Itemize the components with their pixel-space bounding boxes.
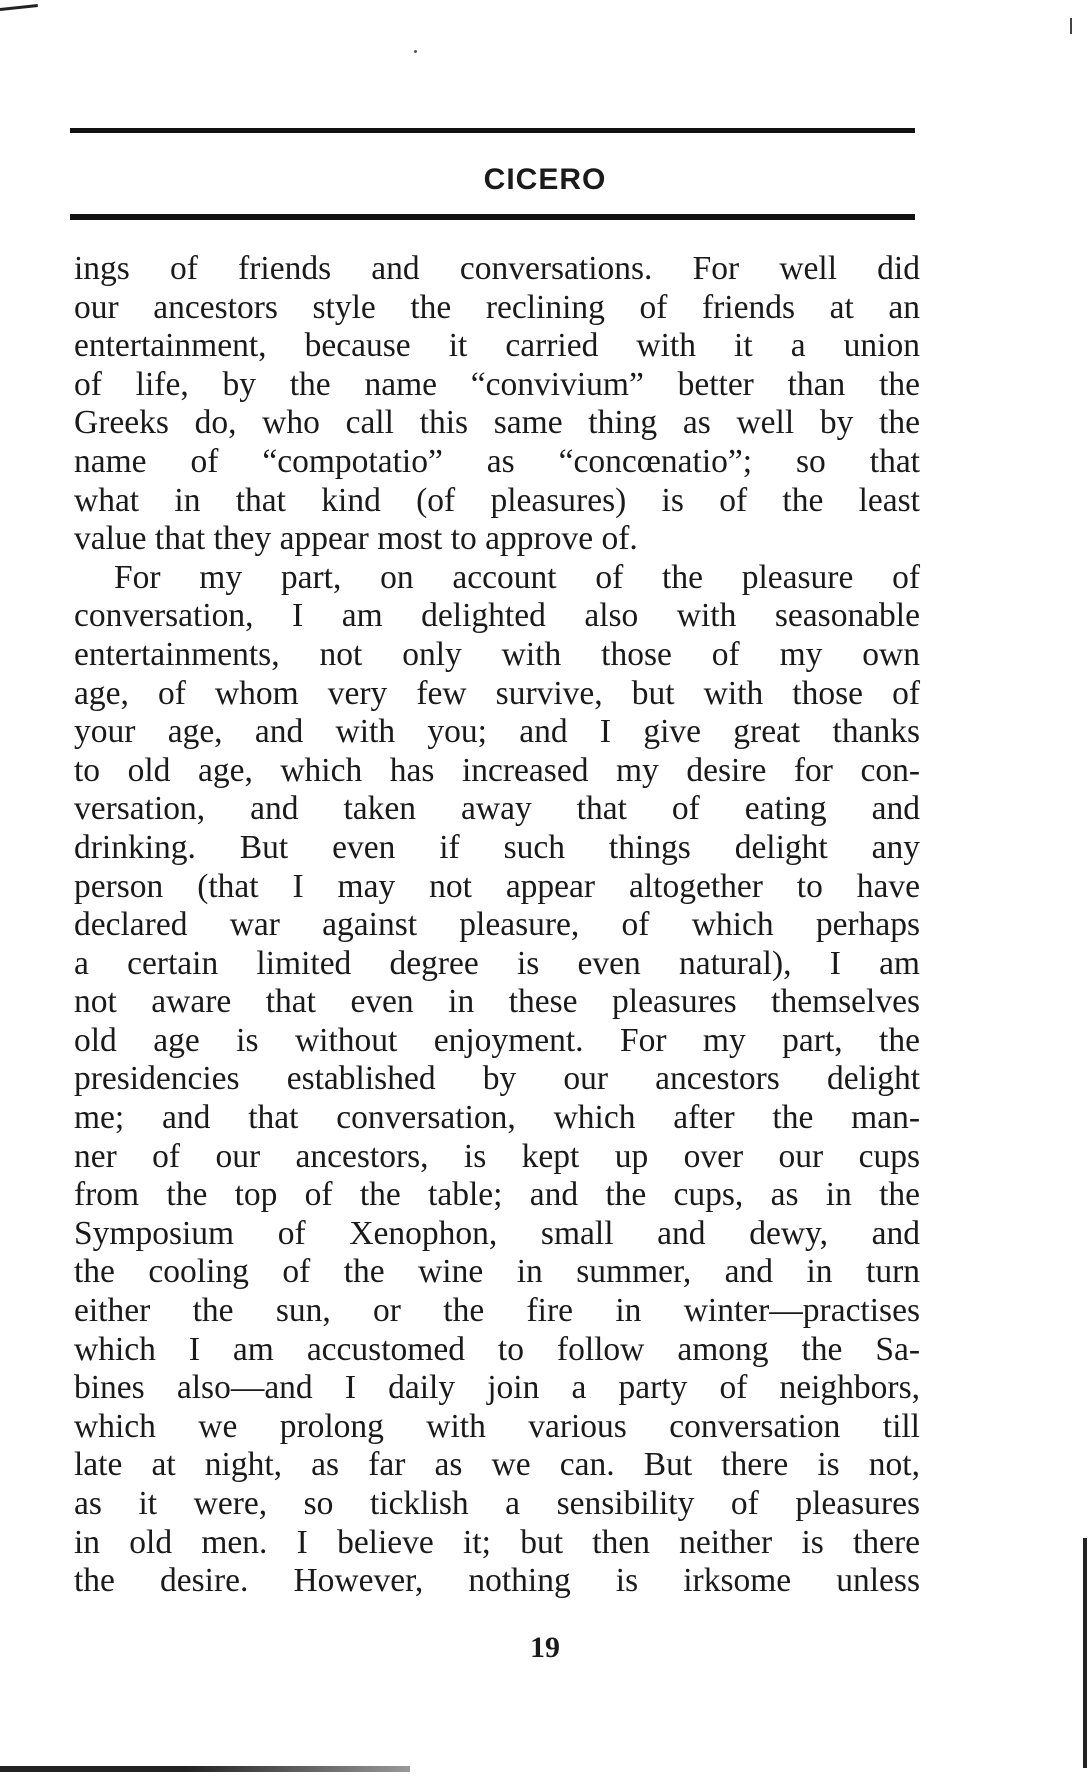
body-text bbox=[74, 250, 920, 1601]
text-line: bines also—and I daily join a party of neighbors, bbox=[74, 1369, 920, 1407]
text-line: presidencies established by our ancestors delight bbox=[74, 1060, 920, 1098]
text-line: ner of our ancestors, is kept up over our cups bbox=[74, 1137, 920, 1175]
text-line: Symposium of Xenophon, small and dewy, and bbox=[74, 1214, 920, 1252]
text-line: from the top of the table; and the cups, as in the bbox=[74, 1176, 920, 1214]
scan-edge-mark bbox=[0, 1766, 410, 1772]
text-line: Greeks do, who call this same thing as well by the bbox=[74, 404, 920, 442]
scan-edge-mark bbox=[1070, 18, 1072, 34]
text-line: the desire. However, nothing is irksome unless bbox=[74, 1562, 920, 1600]
text-line: entertainments, not only with those of my own bbox=[74, 635, 920, 673]
scan-speck bbox=[414, 50, 417, 53]
text-line: person (that I may not appear altogether to have bbox=[74, 867, 920, 905]
text-line: your age, and with you; and I give great thanks bbox=[74, 713, 920, 751]
paragraph bbox=[74, 250, 920, 559]
text-line: name of “compotatio” as “concœnatio”; so that bbox=[74, 442, 920, 480]
text-line: drinking. But even if such things delight any bbox=[74, 828, 920, 866]
scan-edge-mark bbox=[0, 4, 38, 11]
header-rule-bottom bbox=[70, 214, 915, 220]
text-line: For my part, on account of the pleasure of bbox=[114, 558, 920, 596]
text-line: what in that kind (of pleasures) is of the least bbox=[74, 481, 920, 519]
text-line: which we prolong with various conversation till bbox=[74, 1407, 920, 1445]
page-number: 19 bbox=[530, 1631, 560, 1664]
text-line: old age is without enjoyment. For my part, the bbox=[74, 1021, 920, 1059]
text-line: of life, by the name “convivium” better than the bbox=[74, 365, 920, 403]
text-line: to old age, which has increased my desire for con- bbox=[74, 751, 920, 789]
text-line: a certain limited degree is even natural), I am bbox=[74, 944, 920, 982]
text-line: entertainment, because it carried with it a union bbox=[74, 327, 920, 365]
text-line: our ancestors style the reclining of friends at an bbox=[74, 288, 920, 326]
text-line: ings of friends and conversations. For well did bbox=[74, 250, 920, 287]
text-line: age, of whom very few survive, but with those of bbox=[74, 674, 920, 712]
text-line: in old men. I believe it; but then neither is there bbox=[74, 1523, 920, 1561]
text-line: either the sun, or the fire in winter—practises bbox=[74, 1292, 920, 1330]
running-head: CICERO bbox=[483, 163, 607, 196]
text-line: conversation, I am delighted also with seasonable bbox=[74, 597, 920, 635]
paragraph bbox=[74, 559, 920, 1601]
text-line: which I am accustomed to follow among the Sa- bbox=[74, 1330, 920, 1368]
text-line: me; and that conversation, which after the man- bbox=[74, 1099, 920, 1137]
text-line: as it were, so ticklish a sensibility of pleasures bbox=[74, 1485, 920, 1522]
text-line: versation, and taken away that of eating and bbox=[74, 790, 920, 828]
header-rule-top bbox=[70, 128, 915, 133]
text-line: not aware that even in these pleasures themselves bbox=[74, 983, 920, 1021]
text-line: the cooling of the wine in summer, and in turn bbox=[74, 1253, 920, 1291]
text-line: value that they appear most to approve of. bbox=[74, 520, 638, 558]
text-line: declared war against pleasure, of which perhaps bbox=[74, 906, 920, 944]
text-line: late at night, as far as we can. But there is not, bbox=[74, 1446, 920, 1484]
